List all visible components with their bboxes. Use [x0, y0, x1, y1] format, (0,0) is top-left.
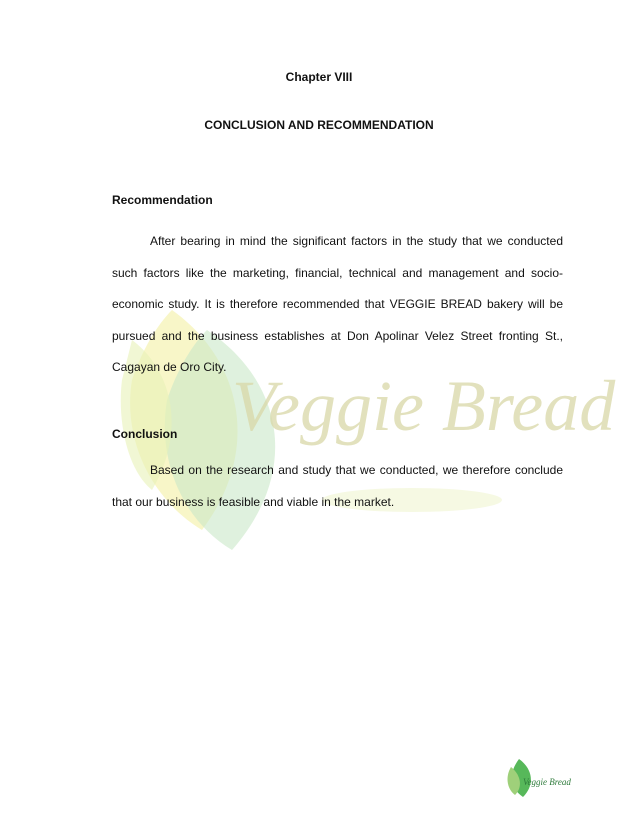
conclusion-paragraph: [112, 455, 563, 518]
recommendation-heading: Recommendation: [112, 193, 213, 207]
chapter-title: CONCLUSION AND RECOMMENDATION: [204, 118, 434, 132]
watermark-text: Veggie Bread: [232, 366, 616, 446]
recommendation-text: After bearing in mind the significant factors in the study that we conducted such factors like the marketing, financial, technical and management and socio-economic study. It is therefore recommended that VEGGIE BREAD bakery will be pursued and the business establishes at Don Apolinar Velez Street fronting St., Cagayan de Oro City.: [112, 234, 563, 374]
conclusion-text: Based on the research and study that we conducted, we therefore conclude that our business is feasible and viable in the market.: [112, 463, 563, 509]
conclusion-heading: Conclusion: [112, 427, 178, 441]
corner-logo-text: Veggie Bread: [523, 777, 571, 787]
recommendation-paragraph: [112, 226, 563, 384]
chapter-number: Chapter VIII: [285, 70, 353, 84]
veggie-bread-logo: [505, 755, 575, 800]
